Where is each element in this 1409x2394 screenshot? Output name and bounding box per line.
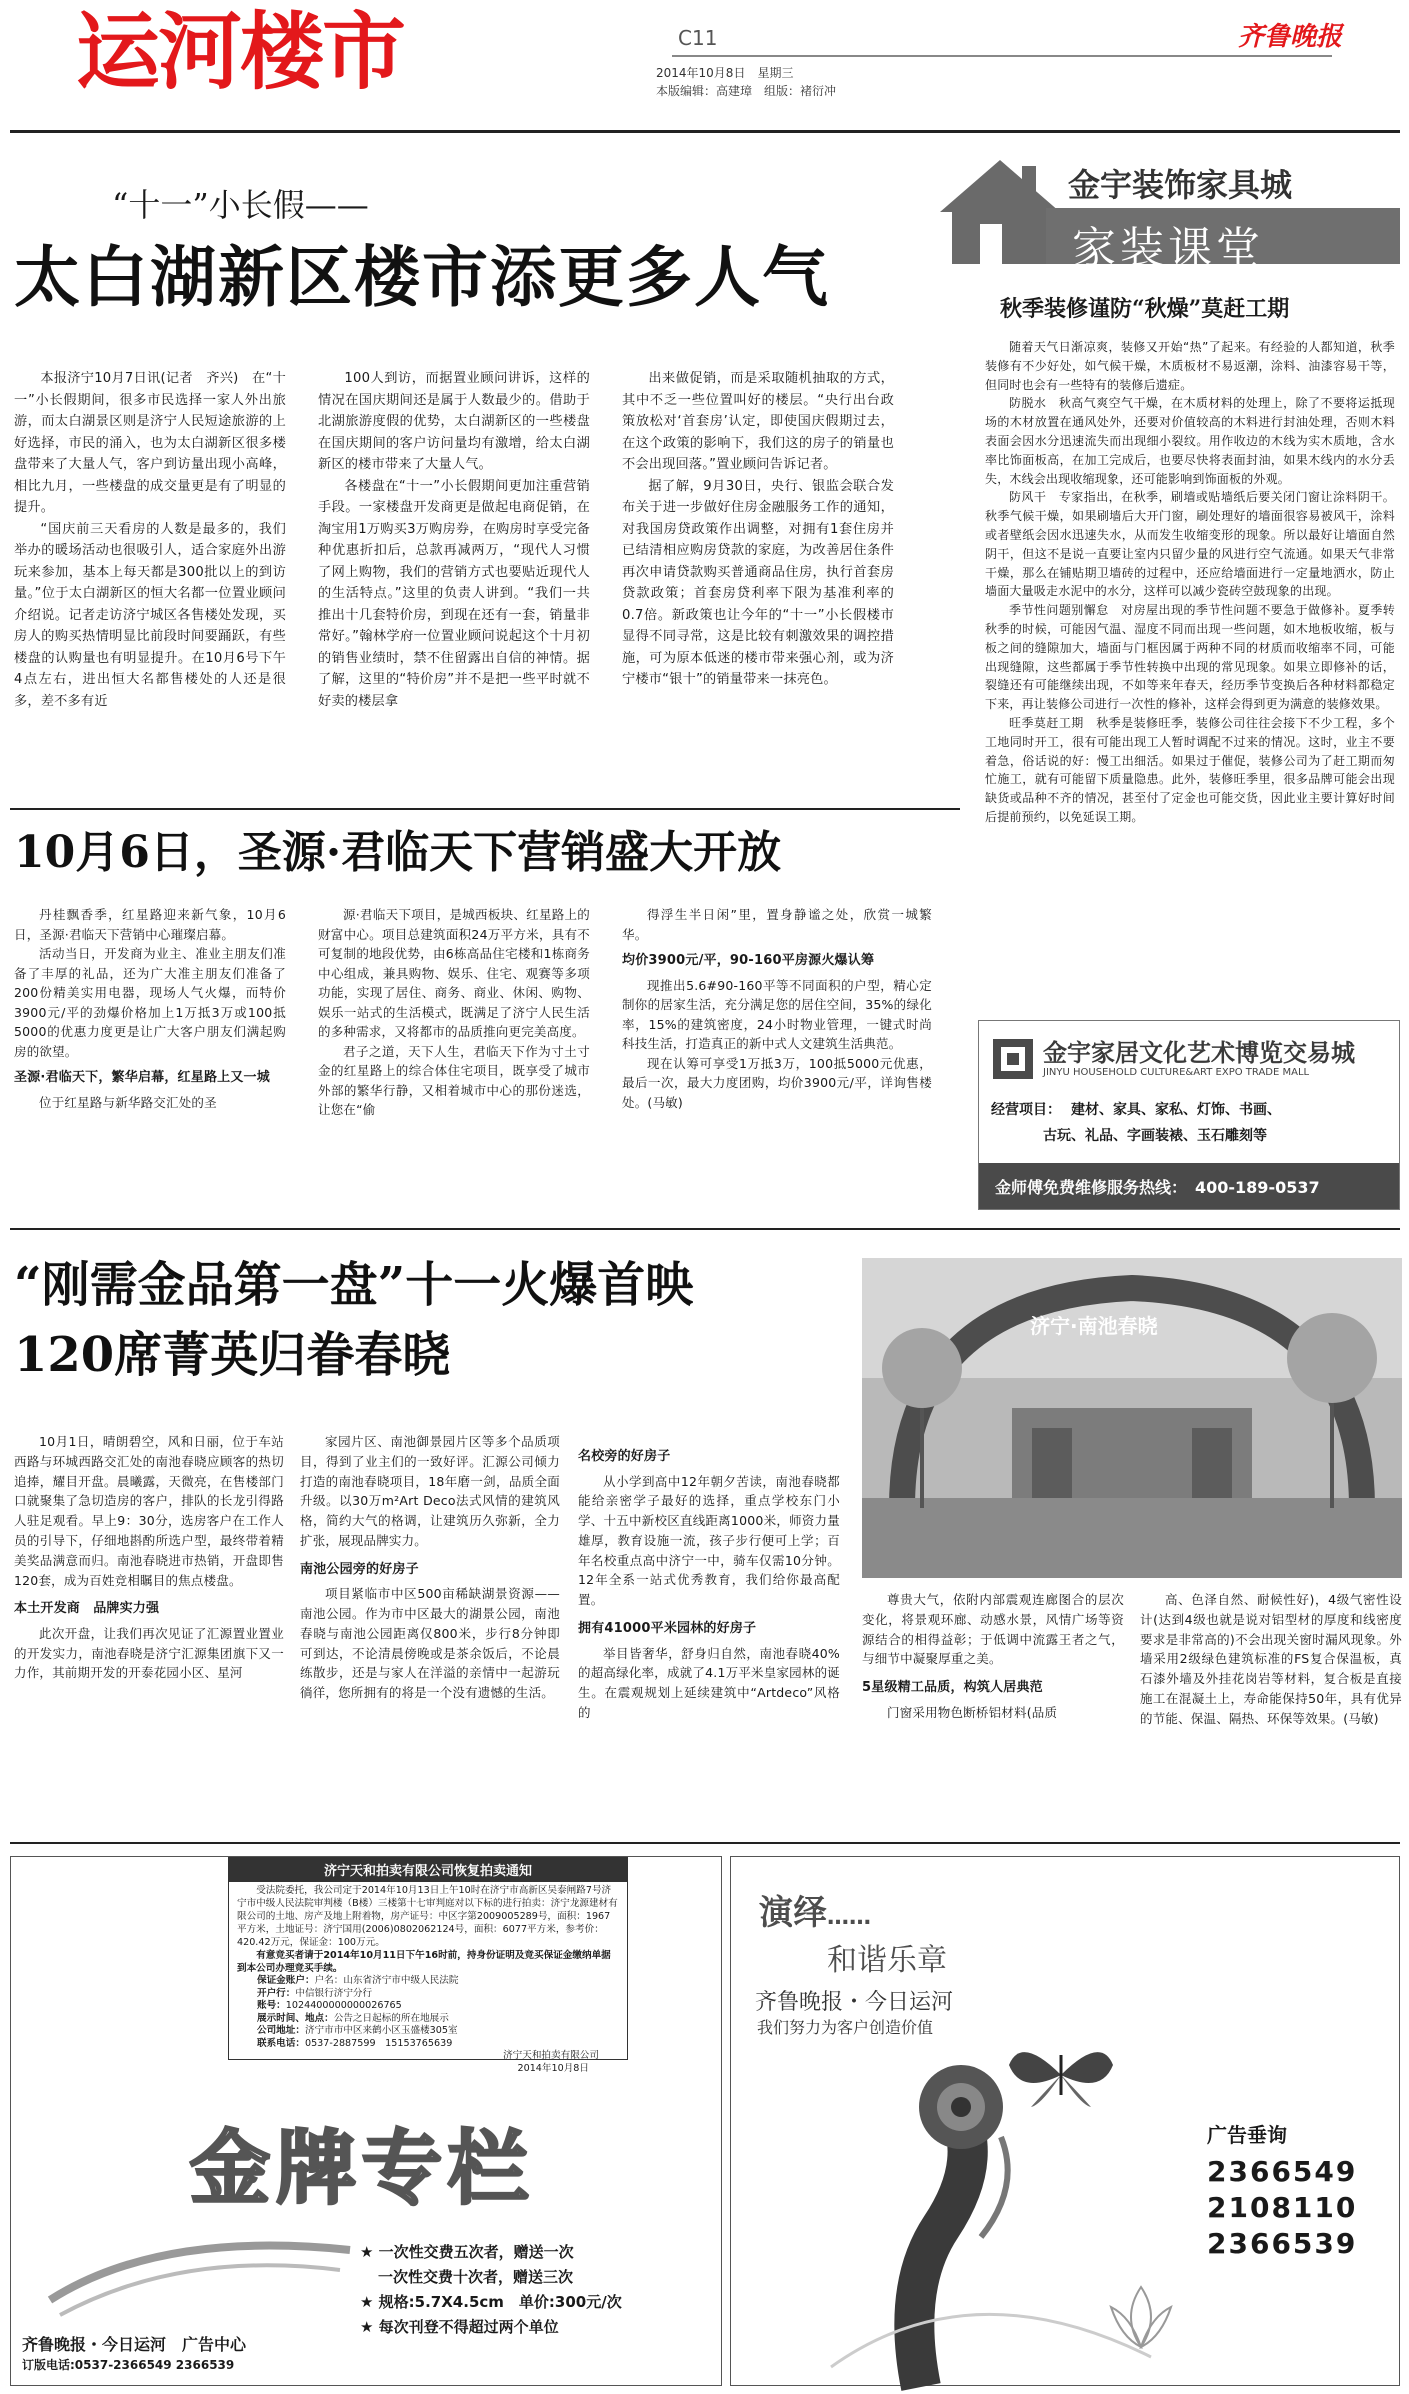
paper-logo: 齐鲁晚报 (1238, 22, 1343, 52)
sidebar-body (985, 338, 1395, 827)
paragraph: 本报济宁10月7日讯(记者 齐兴) 在“十一”小长假期间，很多市民选择一家人外出旅游，而太白湖景区则是济宁人民短途旅游的上好选择，市民的涌入，也为太白湖新区很多楼盘带来了大量人气，客户到访量出现小高峰，相比九月，一些楼盘的成交量更是有了明显的提升。 (14, 371, 286, 515)
article3-column-4 (862, 1590, 1124, 1722)
flower-icon (1091, 2277, 1191, 2371)
paragraph: 门窗采用物色断桥铝材料(品质 (887, 1704, 1058, 1720)
paragraph: 旺季莫赶工期 秋季是装修旺季，装修公司往往会接下不少工程，多个工地同时开工，很有可能出现工人暂时调配不过来的情况。这时，业主不要着急，俗话说的好：慢工出细活。如果过于催促，装修公司为了赶工期而匆忙施工，就有可能留下质量隐患。此外，装修旺季里，很多品牌可能会出现缺货或品种不齐的情况，甚至付了定金也可能交货，因此业主要计算好时间后提前预约，以免延误工期。 (985, 715, 1395, 824)
article2-column-1 (14, 905, 286, 1112)
paragraph: 得浮生半日闲”里，置身静谧之处，欣赏一城繁华。 (622, 907, 932, 942)
article3-headline-1: “刚需金品第一盘”十一火爆首映 (14, 1257, 694, 1313)
article2-column-3 (622, 905, 932, 1112)
offer-item: ★ 每次刊登不得超过两个单位 (360, 2318, 559, 2336)
sales-center-photo (862, 1258, 1402, 1578)
paragraph: 尊贵大气，依附内部震观连廊图合的层次变化，将景观环廊、动感水景，风情广场等资源结合的相得益彰；于低调中流露王者之气，与细节中凝聚厚重之美。 (862, 1592, 1124, 1667)
jinyu-scope-line-2: 古玩、礼品、字画装裱、玉石雕刻等 (1043, 1128, 1267, 1144)
gold-phone: 订版电话:0537-2366549 2366539 (22, 2358, 235, 2372)
paragraph: 季节性问题别懈怠 对房屋出现的季节性问题不要急于做修补。夏季转秋季的时候，可能因气温、湿度不同而出现一些问题，如木地板收缩，板与板之间的缝隙加大，墙面与门框因属于两种不同的材质而收缩率不同，可能出现缝隙，这些都属于季节性转换中出现的常见现象。如果立即修补的话，裂缝还有可能继续出现，不如等来年春天，经历季节变换后各种材料都稳定下来，再让装修公司进行一次性的修补，这样会得到更为满意的装修效果。 (985, 603, 1395, 712)
jinyu-title: 金宇家居文化艺术博览交易城 (1043, 1038, 1355, 1067)
harmony-phone: 2366539 (1207, 2227, 1358, 2260)
gold-ribbon (40, 2210, 360, 2334)
sidebar-brand: 金宇装饰家具城 (1068, 166, 1293, 204)
notice-title: 济宁天和拍卖有限公司恢复拍卖通知 (323, 1864, 532, 1879)
notice-row: 开户行：中信银行济宁分行 (257, 1987, 373, 1999)
notice-row: 保证金账户：户名：山东省济宁市中级人民法院 (257, 1975, 459, 1986)
paragraph: 现推出5.6#90-160平等不同面积的户型，精心定制你的居家生活，充分满足您的居住空间，35%的绿化率，15%的建筑密度，24小时物业管理，一键式时尚科技生活，打造真正的新中式人文建筑生活典范。 (622, 977, 932, 1051)
notice-title-bar (229, 1857, 627, 1882)
notice-row: 展示时间、地点：公告之日起标的所在地展示 (257, 2012, 449, 2024)
star-icon: ★ (360, 2293, 379, 2311)
harmony-title: 演绎…… (759, 1893, 871, 1933)
page-number: C11 (678, 26, 718, 50)
masthead (0, 0, 1409, 125)
article2-column-2 (318, 905, 590, 1120)
article3-column-5 (1140, 1590, 1402, 1729)
section-rule (10, 1842, 1400, 1844)
paragraph: 据了解，9月30日，央行、银监会联合发布关于进一步做好住房金融服务工作的通知，对我国房贷政策作出调整，对拥有1套住房并已结清相应购房贷款的家庭，为改善居住条件再次申请贷款购买普通商品住房，执行首套房贷款政策；首套房贷利率下限为基准利率的0.7倍。新政策也让今年的“十一”小长假楼市显得不同寻常，这是比较有刺激效果的调控措施，可为原本低迷的楼市带来强心剂，或为济宁楼市“银十”的销量带来一抹亮色。 (622, 478, 894, 687)
jinyu-logo-icon (991, 1037, 1035, 1085)
section-rule (10, 1228, 1400, 1230)
section-title: 运河楼市 (76, 2, 405, 101)
paragraph: 出来做促销，而是采取随机抽取的方式，其中不乏一些位置叫好的楼层。“央行出台政策放松对‘首套房’认定，即使国庆假期过去，在这个政策的影响下，我们这的房子的销量也不会出现回落。”置业顾问告诉记者。 (622, 371, 894, 472)
notice-paragraph: 有意竞买者请于2014年10月11日下午16时前，持身份证明及竞买保证金缴纳单据到本公司办理竞买手续。 (237, 1950, 611, 1974)
paragraph: 家园片区、南池御景园片区等多个品质项目，得到了业主们的一致好评。汇源公司倾力打造的南池春晓项目，18年磨一剑，品质全面升级。以30万m²Art Deco法式风情的建筑风格，简约大气的格调，让建筑历久弥新，全力扩张，展现品牌实力。 (300, 1434, 560, 1548)
article3-column-2 (300, 1432, 560, 1703)
harmony-hotline-label: 广告垂询 (1207, 2123, 1287, 2147)
notice-signer: 济宁天和拍卖有限公司 (503, 2050, 599, 2061)
subheading: 本土开发商 品牌实力强 (14, 1601, 160, 1617)
subheading: 名校旁的好房子 (578, 1449, 671, 1464)
offer-item: ★ 一次性交费五次者，赠送一次 (360, 2243, 574, 2261)
jinyu-scope-label: 经营项目： (991, 1102, 1061, 1118)
masthead-bottom-rule (10, 130, 1400, 133)
paragraph: 活动当日，开发商为业主、准业主朋友们准备了丰厚的礼品，还为广大准主朋友们准备了200份精美实用电器，现场人气火爆，而特价3900元/平的劲爆价格加上1万抵3万或100抵5000的优惠力度更是让广大客户朋友们满起购房的欲望。 (14, 946, 286, 1059)
article3-column-3 (578, 1440, 840, 1723)
article3-headline-2: 120席菁英归眷春晓 (14, 1327, 451, 1383)
article1-column-3 (622, 368, 894, 691)
gold-footer: 齐鲁晚报・今日运河 广告中心 (22, 2335, 247, 2354)
article2-headline: 10月6日，圣源·君临天下营销盛大开放 (14, 827, 782, 878)
harmony-ad (730, 1856, 1400, 2386)
harmony-brand: 齐鲁晚报・今日运河 (755, 1990, 954, 2015)
star-icon: ★ (360, 2318, 379, 2336)
paragraph: 丹桂飘香季，红星路迎来新气象，10月6日，圣源·君临天下营销中心璀璨启幕。 (14, 907, 286, 942)
paragraph: 10月1日，晴朗碧空，风和日丽，位于车站西路与环城西路交汇处的南池春晓应顾客的热切追捧，耀目开盘。晨曦露，天微亮，在售楼部门口就聚集了急切造房的客户，排队的长龙引得路人驻足观看。早上9：30分，选房客户在工作人员的引导下，仔细地斟酌所选户型，最终带着精美奖品满意而归。南池春晓进市热销，开盘即售120套，成为百姓竞相瞩目的焦点楼盘。 (14, 1434, 284, 1588)
photo-sign: 济宁·南池春晓 (1030, 1314, 1158, 1338)
butterfly-icon (1001, 2035, 1121, 2119)
star-icon: ★ (360, 2243, 379, 2261)
offer-item: ★ 规格:5.7X4.5cm 单价:300元/次 (360, 2293, 622, 2311)
paragraph: 此次开盘，让我们再次见证了汇源置业置业的开发实力，南池春晓是济宁汇源集团旗下又一力作，其前期开发的开泰花园小区、星河 (14, 1625, 284, 1681)
offer-item: 一次性交费十次者，赠送三次 (378, 2268, 574, 2286)
gold-offers (360, 2240, 710, 2340)
harmony-phone: 2366549 (1207, 2155, 1358, 2188)
notice-row: 公司地址：济宁市市中区来鹤小区玉盛楼305室 (257, 2025, 458, 2036)
gold-column-title: 金牌专栏 (190, 2121, 534, 2215)
section-rule (10, 808, 960, 810)
paragraph: 防风干 专家指出，在秋季，刷墙或贴墙纸后要关闭门窗让涂料阴干。秋季气候干燥，如果刷墙后大开门窗，刷处理好的墙面很容易被风干，涂料或者壁纸会因水迅速失水，从而发生收缩变形的现象。所以最好让墙面自然阴干，但这不是说一直要让室内只留少量的风进行空气流通。如果天气非常干燥，那么在铺贴期卫墙砖的过程中，还应给墙面进行一定量地洒水，防止墙面大量吸走水泥中的水分，这样可以减少瓷砖空鼓现象的出现。 (985, 490, 1395, 599)
sidebar-header (930, 152, 1400, 274)
subheading: 均价3900元/平，90-160平房源火爆认筹 (622, 953, 875, 968)
harmony-phone: 2108110 (1207, 2191, 1358, 2224)
sidebar-headline: 秋季装修谨防“秋燥”莫赶工期 (1000, 296, 1290, 322)
paragraph: 防脱水 秋高气爽空气干燥，在木质材料的处理上，除了不要将运抵现场的木材放置在通风处外，还要对价值较高的木料进行封油处理，否则木料表面会因水分迅速流失而出现细小裂纹。用作收边的木线为实木质地，含水率比饰面板高，在加工完成后，也要尽快将表面封油，如果木线内的水分丢失，木线会出现收缩现象，还可能影响到饰面板的外观。 (985, 396, 1395, 486)
subheading: 圣源·君临天下，繁华启幕，红星路上又一城 (14, 1070, 270, 1085)
article1-column-2 (318, 368, 590, 712)
subheading: 南池公园旁的好房子 (300, 1561, 419, 1577)
sidebar-column-bar (1046, 208, 1400, 274)
article3-column-1 (14, 1432, 284, 1683)
jinyu-title-en: JINYU HOUSEHOLD CULTURE&ART EXPO TRADE MALL (1043, 1067, 1310, 1078)
editors-line: 本版编辑：高建璋 组版：褚衍冲 (656, 84, 837, 98)
auction-notice (228, 1856, 628, 2074)
paragraph: 项目紧临市中区500亩稀缺湖景资源——南池公园。作为市中区最大的湖景公园，南池春晓与南池公园距离仅800米，步行8分钟即可到达，不论清晨傍晚或是茶余饭后，不论晨练散步，还是与家人在洋溢的亲情中一起游玩徜徉，您所拥有的将是一个没有遗憾的生活。 (300, 1586, 560, 1701)
notice-date: 2014年10月8日 (517, 2062, 589, 2074)
subheading: 5星级精工品质，构筑人居典范 (862, 1680, 1043, 1696)
harmony-slogan: 我们努力为客户创造价值 (757, 2018, 934, 2037)
paragraph: 君子之道，天下人生，君临天下作为寸土寸金的红星路上的综合体住宅项目，既享受了城市外部的繁华行静，又相着城市中心的那份迷选，让您在“偷 (318, 1043, 590, 1117)
article1-column-1 (14, 368, 286, 712)
sidebar-column-name: 家装课堂 (1072, 223, 1264, 274)
subheading: 拥有41000平米园林的好房子 (578, 1621, 757, 1637)
header-rule (672, 55, 1332, 57)
paragraph: 从小学到高中12年朝夕苦读，南池春晓都能给亲密学子最好的选择，重点学校东门小学、十五中新校区直线距离1000米，师资力量雄厚，教育设施一流，孩子步行便可上学；百年名校重点高中济宁一中，骑车仅需10分钟。12年全系一站式优秀教育，我们给你最高配置。 (578, 1473, 840, 1608)
paragraph: 位于红星路与新华路交汇处的圣 (39, 1094, 217, 1110)
jinyu-ad (978, 1020, 1400, 1210)
paragraph: 高、色泽自然、耐候性好)，4级气密性设计(达到4级也就是说对铝型材的厚度和线密度要求是非常高的)不会出现关窗时漏风现象。外墙采用2级绿色建筑标准的FS复合保温板，真石漆外墙及外挂花岗岩等材料，复合板是直接施工在混凝土上，寿命能保持50年，具有优异的节能、保温、隔热、环保等效果。(马敏) (1140, 1592, 1402, 1726)
paragraph: 举目皆奢华，舒身归自然，南池春晓40%的超高绿化率，成就了4.1万平米皇家园林的诞生。在震观规划上延续建筑中“Artdeco”风格的 (578, 1645, 840, 1720)
paragraph: 源·君临天下项目，是城西板块、红星路上的财富中心。项目总建筑面积24万平方米，具有不可复制的地段优势，由6栋高品住宅楼和1栋商务中心组成，兼具购物、娱乐、住宅、观赛等多项功能，实现了居住、商务、商业、休闲、购物、娱乐一站式的生活模式，既满足了济宁人民生活的多种需求，又将都市的品质推向更完美高度。 (318, 907, 590, 1039)
notice-paragraph: 受法院委托，我公司定于2014年10月13日上午10时在济宁市高新区吴泰闸路7号济宁市中级人民法院审判楼（B楼）三楼第十七审判庭对以下标的进行拍卖：济宁龙源建材有限公司的土地、房产及地上附着物，房产证号：中区字第2009005289号，面积：1967平方米，土地证号：济宁国用(2006)0802062124号，面积：6077平方米，参考价：420.42万元，保证金：100万元。 (237, 1885, 618, 1948)
article1-headline: 太白湖新区楼市添更多人气 (14, 238, 830, 316)
jinyu-scope-line-1: 建材、家具、家私、灯饰、书画、 (1071, 1102, 1281, 1118)
jinyu-hotline-bar (979, 1163, 1399, 1209)
harmony-subtitle: 和谐乐章 (827, 1943, 947, 1978)
notice-row: 联系电话：0537-2887599 15153765639 (257, 2037, 453, 2049)
date-line: 2014年10月8日 星期三 (656, 66, 794, 80)
paragraph: 100人到访，而据置业顾问讲诉，这样的情况在国庆期间还是属于人数最少的。借助于北湖旅游度假的优势，太白湖新区的一些楼盘在国庆期间的客户访问量均有激增，给太白湖新区的楼市带来了大量人气。 (318, 371, 590, 472)
paragraph: 各楼盘在“十一”小长假期间更加注重营销手段。一家楼盘开发商更是做起电商促销，在淘宝用1万购买3万购房券，在购房时享受完备种优惠折扣后，总款再减两万，“现代人习惯了网上购物，我们的营销方式也要贴近现代人的生活特点。”这里的负责人讲到。“我们一共推出十几套特价房，到现在还有一套，销量非常好。”翰林学府一位置业顾问说起这个十月初的销售业绩时，禁不住留露出自信的神情。据了解，这里的“特价房”并不是把一些平时就不好卖的楼层拿 (318, 478, 590, 709)
article1-kicker: “十一”小长假—— (112, 186, 369, 224)
paragraph: 现在认筹可享受1万抵3万，100抵5000元优惠，最后一次，最大力度团购，均价3900元/平，详询售楼处。(马敏) (622, 1055, 932, 1110)
paragraph: 随着天气日渐凉爽，装修又开始“热”了起来。有经验的人都知道，秋季装修有不少好处，如气候干燥，木质板材不易返潮，涂料、油漆容易干等，但同时也会有一些特有的装修后遗症。 (985, 340, 1395, 392)
jinyu-hotline: 金师傅免费维修服务热线： 400-189-0537 (995, 1178, 1320, 1197)
paragraph: “国庆前三天看房的人数是最多的，我们举办的暖场活动也很吸引人，适合家庭外出游玩来参加，基本上每天都是300批以上的到访量。”位于太白湖新区的恒大名都一位置业顾问介绍说。记者走访济宁城区各售楼处发现，买房人的购买热情明显比前段时间要踊跃，有些楼盘的认购量也有明显提升。在10月6号下午4点左右，进出恒大名都售楼处的人还是很多，差不多有近 (14, 521, 286, 709)
notice-row: 账号：1024400000000026765 (257, 2000, 402, 2011)
